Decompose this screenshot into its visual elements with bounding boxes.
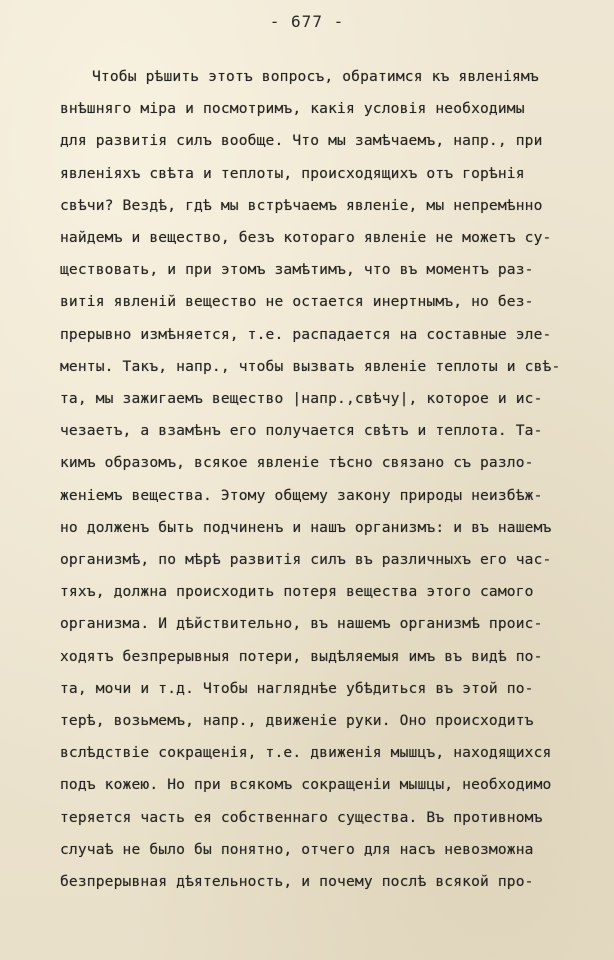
text-line: терѣ, возьмемъ, напр., движенiе руки. Оно происходитъ: [60, 712, 534, 729]
text-line: вслѣдствiе сокращенiя, т.е. движенiя мышцъ, находящихся: [60, 744, 552, 762]
text-line: но долженъ быть подчиненъ и нашъ организмъ: и въ нашемъ: [60, 518, 552, 536]
text-line: Чтобы рѣшить этотъ вопросъ, обратимся къ явленiямъ: [92, 68, 539, 85]
text-line: организма. И дѣйствительно, въ нашемъ организмѣ проис-: [60, 615, 543, 633]
text-line: теряется часть ея собственнаго существа. Въ противномъ: [60, 808, 543, 826]
text-line: витiя явленiй вещество не остается инертнымъ, но без-: [60, 293, 534, 311]
text-line: женiемъ вещества. Этому общему закону природы неизбѣж-: [60, 486, 543, 504]
text-line: ходятъ безпрерывныя потери, выдѣляемыя имъ въ видѣ по-: [60, 647, 543, 665]
text-line: подъ кожею. Но при всякомъ сокращенiи мышцы, необходимо: [60, 776, 552, 794]
text-line: для развитiя силъ вообще. Что мы замѣчаемъ, напр., при: [60, 132, 543, 150]
text-line: менты. Такъ, напр., чтобы вызвать явленiе теплоты и свѣ-: [60, 357, 561, 375]
text-line: ществовать, и при этомъ замѣтимъ, что въ моментъ раз-: [60, 261, 534, 279]
text-line: явленiяхъ свѣта и теплоты, происходящихъ отъ горѣнiя: [60, 164, 525, 182]
text-line: кимъ образомъ, всякое явленiе тѣсно связано съ разло-: [60, 454, 534, 472]
text-line: та, мы зажигаемъ вещество |напр.,свѣчу|, которое и ис-: [60, 390, 543, 407]
text-line: чезаетъ, а взамѣнъ его получается свѣтъ и теплота. Та-: [60, 422, 543, 440]
text-line: тяхъ, должна происходить потеря вещества этого самого: [60, 583, 534, 601]
text-line: организмѣ, по мѣрѣ развитiя силъ въ различныхъ его час-: [60, 551, 552, 568]
text-line: та, мочи и т.д. Чтобы нагляднѣе убѣдиться въ этой по-: [60, 679, 534, 697]
page-number: - 677 -: [269, 12, 345, 31]
text-line: свѣчи? Вездѣ, гдѣ мы встрѣчаемъ явленiе, мы непремѣнно: [60, 196, 543, 214]
text-line: найдемъ и вещество, безъ котораго явленiе не можетъ су-: [60, 229, 552, 246]
text-line: случаѣ не было бы понятно, отчего для насъ невозможна: [60, 840, 534, 858]
text-line: прерывно измѣняется, т.е. распадается на составные эле-: [60, 325, 552, 343]
text-line: внѣшняго мiра и посмотримъ, какiя условiя необходимы: [60, 100, 525, 118]
text-line: безпрерывная дѣятельность, и почему послѣ всякой про-: [60, 873, 534, 890]
